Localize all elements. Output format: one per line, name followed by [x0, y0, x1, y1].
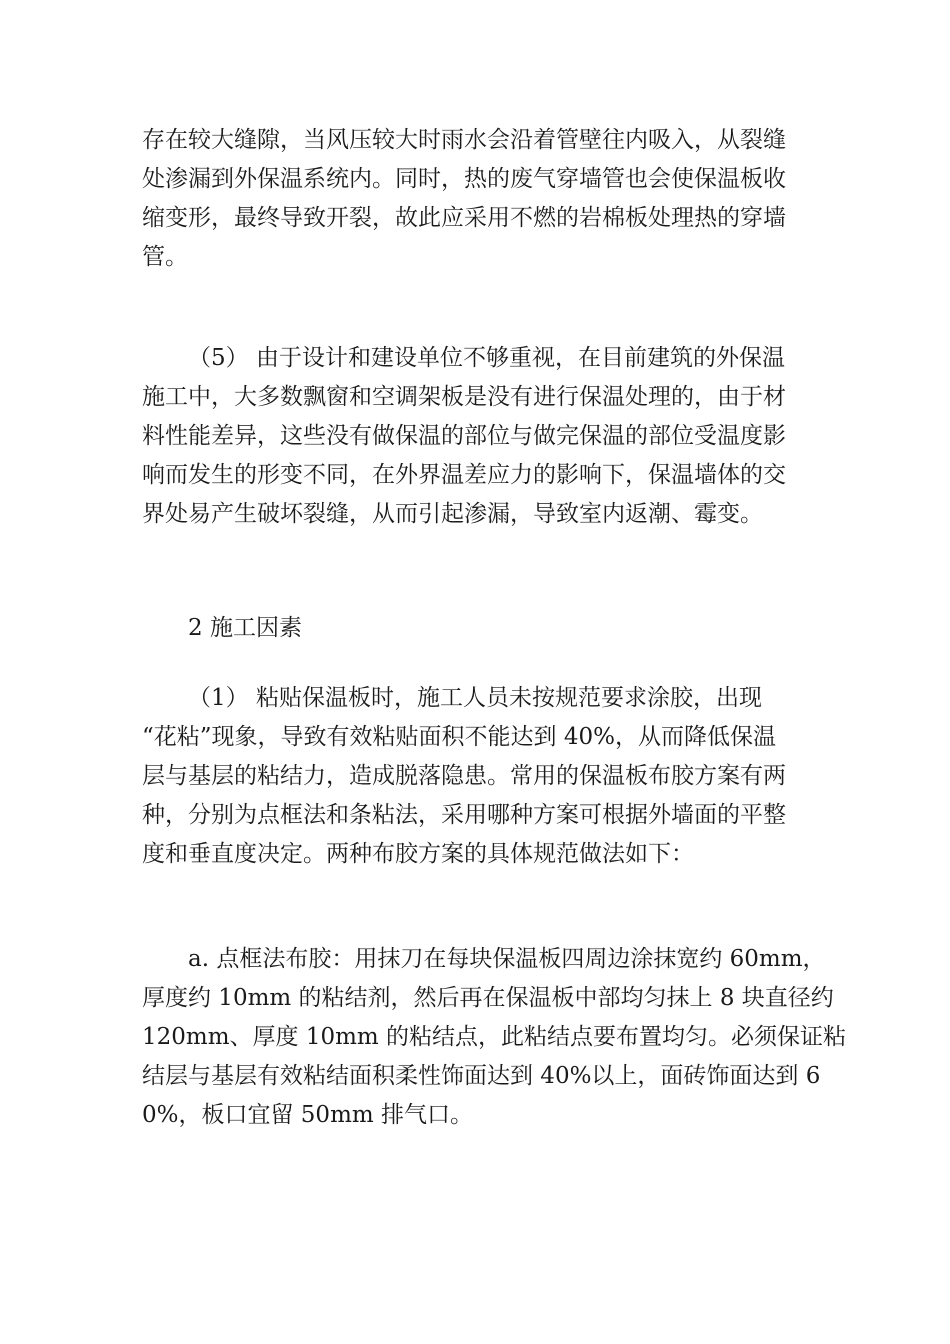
text-line: 种，分别为点框法和条粘法，采用哪种方案可根据外墙面的平整 [142, 802, 786, 828]
text-line: 料性能差异，这些没有做保温的部位与做完保温的部位受温度影 [142, 423, 786, 449]
paragraph-item-5 [142, 339, 810, 534]
text-line: 管。 [142, 244, 188, 270]
paragraph-item-1 [142, 679, 810, 874]
text-line: 厚度约 10mm 的粘结剂，然后再在保温板中部均匀抹上 8 块直径约 [142, 985, 834, 1011]
text-line: 层与基层的粘结力，造成脱落隐患。常用的保温板布胶方案有两 [142, 763, 786, 789]
text-line: “花粘”现象，导致有效粘贴面积不能达到 40%，从而降低保温 [142, 724, 776, 750]
text-line: 处渗漏到外保温系统内。同时，热的废气穿墙管也会使保温板收 [142, 166, 786, 192]
text-line: 缩变形，最终导致开裂，故此应采用不燃的岩棉板处理热的穿墙 [142, 205, 786, 231]
text-line: 度和垂直度决定。两种布胶方案的具体规范做法如下： [142, 841, 694, 867]
text-line: （5） 由于设计和建设单位不够重视，在目前建筑的外保温 [188, 345, 785, 371]
text-line: 施工中，大多数飘窗和空调架板是没有进行保温处理的，由于材 [142, 384, 786, 410]
section-heading [142, 609, 810, 648]
text-line: 存在较大缝隙，当风压较大时雨水会沿着管壁往内吸入，从裂缝 [142, 127, 786, 153]
text-line: （1） 粘贴保温板时，施工人员未按规范要求涂胶，出现 [188, 685, 762, 711]
text-line: 0%，板口宜留 50mm 排气口。 [142, 1102, 473, 1128]
text-line: 界处易产生破坏裂缝，从而引起渗漏，导致室内返潮、霉变。 [142, 501, 763, 527]
text-line: 结层与基层有效粘结面积柔性饰面达到 40%以上，面砖饰面达到 6 [142, 1063, 821, 1089]
paragraph-pipe-gap [142, 121, 810, 277]
text-line: a. 点框法布胶：用抹刀在每块保温板四周边涂抹宽约 60mm， [188, 946, 826, 972]
heading-construction-factors: 2 施工因素 [188, 615, 302, 641]
text-line: 响而发生的形变不同，在外界温差应力的影响下，保温墙体的交 [142, 462, 786, 488]
text-line: 120mm、厚度 10mm 的粘结点，此粘结点要布置均匀。必须保证粘 [142, 1024, 847, 1050]
paragraph-dot-frame-method [142, 940, 847, 1135]
